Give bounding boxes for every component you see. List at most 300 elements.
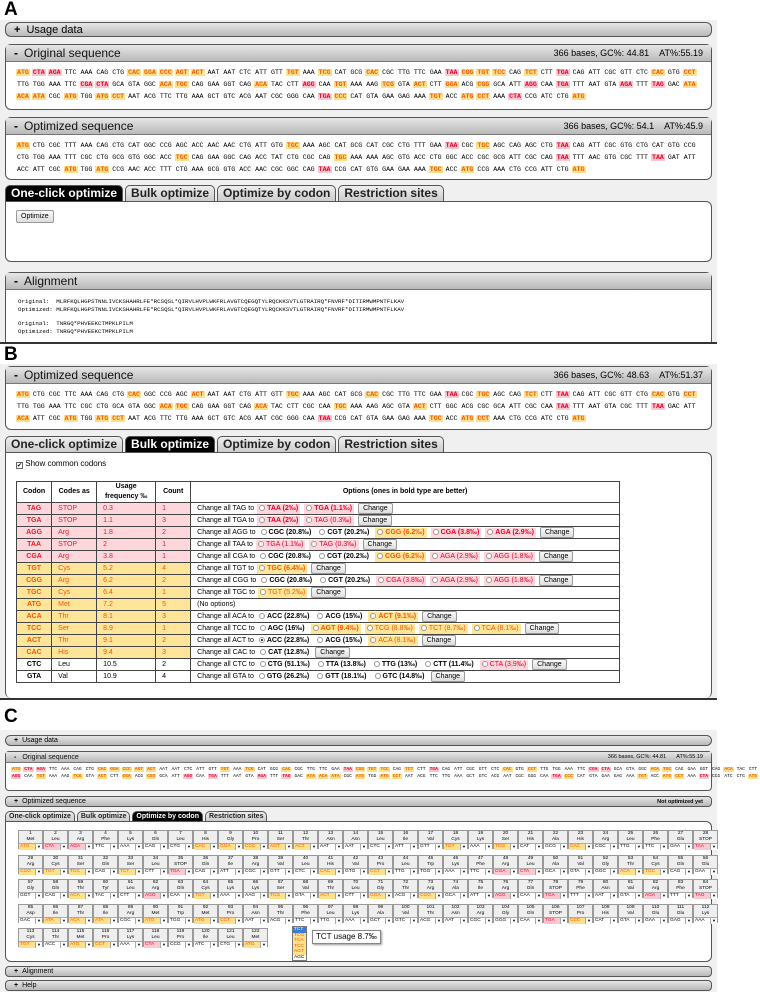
codon-option-radio[interactable]: [257, 612, 311, 622]
chevron-down-icon[interactable]: ▼: [485, 844, 492, 850]
chevron-down-icon[interactable]: ▼: [135, 918, 142, 924]
codon-option-radio[interactable]: [258, 552, 313, 562]
dropdown-option[interactable]: TCC: [293, 944, 306, 950]
codon-select[interactable]: [519, 868, 542, 875]
chevron-down-icon[interactable]: ▼: [585, 918, 592, 924]
radio-icon[interactable]: [260, 625, 266, 631]
codon-select[interactable]: [144, 868, 167, 875]
codon-select[interactable]: [694, 868, 717, 875]
change-button[interactable]: Change: [315, 647, 350, 658]
chevron-down-icon[interactable]: ▼: [385, 869, 392, 875]
radio-icon[interactable]: [261, 529, 267, 535]
radio-icon[interactable]: [259, 613, 265, 619]
chevron-down-icon[interactable]: ▼: [710, 918, 717, 924]
codon-select[interactable]: [369, 868, 392, 875]
chevron-down-icon[interactable]: ▼: [635, 893, 642, 899]
codon-select[interactable]: [569, 868, 592, 875]
chevron-down-icon[interactable]: ▼: [310, 893, 317, 899]
codon-option-radio[interactable]: [304, 504, 354, 514]
chevron-down-icon[interactable]: ▼: [260, 918, 267, 924]
chevron-down-icon[interactable]: ▼: [135, 942, 142, 948]
chevron-down-icon[interactable]: ▼: [535, 918, 542, 924]
chevron-down-icon[interactable]: ▼: [85, 893, 92, 899]
chevron-down-icon[interactable]: ▼: [60, 844, 67, 850]
codon-select[interactable]: [619, 868, 642, 875]
chevron-down-icon[interactable]: ▼: [410, 869, 417, 875]
chevron-down-icon[interactable]: ▼: [435, 918, 442, 924]
radio-icon[interactable]: [313, 625, 319, 631]
radio-icon[interactable]: [370, 637, 376, 643]
codon-select[interactable]: [619, 843, 642, 850]
codon-select[interactable]: [469, 868, 492, 875]
codon-option-radio[interactable]: [318, 576, 372, 586]
radio-icon[interactable]: [259, 517, 265, 523]
chevron-down-icon[interactable]: ▼: [560, 844, 567, 850]
chevron-down-icon[interactable]: ▼: [610, 844, 617, 850]
codon-select[interactable]: [419, 843, 442, 850]
codon-select[interactable]: [69, 892, 92, 899]
codon-select[interactable]: [544, 868, 567, 875]
chevron-down-icon[interactable]: ▼: [185, 942, 192, 948]
codon-select[interactable]: [294, 843, 317, 850]
codon-select[interactable]: [219, 892, 242, 899]
radio-icon[interactable]: [311, 541, 317, 547]
codon-select[interactable]: [94, 892, 117, 899]
chevron-down-icon[interactable]: ▼: [485, 869, 492, 875]
tab-bulk-optimize[interactable]: Bulk optimize: [125, 185, 215, 201]
chevron-down-icon[interactable]: ▼: [585, 893, 592, 899]
chevron-down-icon[interactable]: ▼: [510, 918, 517, 924]
codon-option-radio[interactable]: [431, 528, 482, 538]
codon-select[interactable]: [44, 941, 67, 948]
codon-select[interactable]: [319, 843, 342, 850]
codon-select[interactable]: [544, 892, 567, 899]
radio-icon[interactable]: [259, 673, 265, 679]
chevron-down-icon[interactable]: ▼: [335, 869, 342, 875]
chevron-down-icon[interactable]: ▼: [35, 942, 42, 948]
codon-select[interactable]: [494, 843, 517, 850]
radio-icon[interactable]: [377, 553, 383, 559]
radio-icon[interactable]: [320, 577, 326, 583]
chevron-down-icon[interactable]: ▼: [435, 893, 442, 899]
codon-select[interactable]: [344, 917, 367, 924]
radio-icon[interactable]: [261, 577, 267, 583]
chevron-down-icon[interactable]: ▼: [35, 844, 42, 850]
codon-select[interactable]: [469, 892, 492, 899]
chevron-down-icon[interactable]: ▼: [660, 893, 667, 899]
chevron-down-icon[interactable]: ▼: [160, 869, 167, 875]
codon-option-radio[interactable]: [480, 660, 528, 670]
codon-select[interactable]: [194, 941, 217, 948]
chevron-down-icon[interactable]: ▼: [235, 918, 242, 924]
chevron-down-icon[interactable]: ▼: [535, 893, 542, 899]
alignment-header[interactable]: [5, 966, 712, 977]
codon-option-radio[interactable]: [317, 552, 371, 562]
codon-option-radio[interactable]: [365, 624, 415, 634]
chevron-down-icon[interactable]: ▼: [110, 893, 117, 899]
chevron-down-icon[interactable]: ▼: [60, 869, 67, 875]
codon-option-radio[interactable]: [257, 636, 311, 646]
codon-select[interactable]: [569, 917, 592, 924]
chevron-down-icon[interactable]: ▼: [385, 893, 392, 899]
chevron-down-icon[interactable]: ▼: [260, 869, 267, 875]
codon-select[interactable]: [44, 892, 67, 899]
codon-option-radio[interactable]: [256, 540, 305, 550]
tab-one-click-optimize[interactable]: One-click optimize: [5, 811, 75, 821]
chevron-down-icon[interactable]: ▼: [535, 844, 542, 850]
codon-select[interactable]: [219, 868, 242, 875]
chevron-down-icon[interactable]: ▼: [610, 893, 617, 899]
tab-bulk-optimize[interactable]: Bulk optimize: [125, 436, 215, 452]
codon-select[interactable]: [644, 868, 667, 875]
chevron-down-icon[interactable]: ▼: [35, 869, 42, 875]
change-button[interactable]: Change: [532, 659, 567, 670]
chevron-down-icon[interactable]: ▼: [60, 918, 67, 924]
chevron-down-icon[interactable]: ▼: [35, 893, 42, 899]
chevron-down-icon[interactable]: ▼: [635, 869, 642, 875]
codon-select[interactable]: [244, 941, 267, 948]
chevron-down-icon[interactable]: ▼: [710, 893, 717, 899]
chevron-down-icon[interactable]: ▼: [410, 893, 417, 899]
radio-icon[interactable]: [259, 565, 265, 571]
codon-select[interactable]: [644, 892, 667, 899]
codon-select[interactable]: [44, 868, 67, 875]
codon-select[interactable]: [444, 917, 467, 924]
codon-select[interactable]: [519, 892, 542, 899]
chevron-down-icon[interactable]: ▼: [685, 893, 692, 899]
codon-option-radio[interactable]: [258, 588, 307, 598]
codon-select[interactable]: [244, 868, 267, 875]
radio-icon[interactable]: [432, 553, 438, 559]
chevron-down-icon[interactable]: ▼: [710, 844, 717, 850]
chevron-down-icon[interactable]: ▼: [360, 844, 367, 850]
codon-select[interactable]: [444, 892, 467, 899]
codon-option-radio[interactable]: [423, 660, 475, 670]
codon-select[interactable]: [269, 868, 292, 875]
codon-select[interactable]: [244, 917, 267, 924]
radio-icon[interactable]: [317, 613, 323, 619]
codon-option-radio[interactable]: [375, 528, 426, 538]
codon-select[interactable]: [644, 917, 667, 924]
chevron-down-icon[interactable]: ▼: [685, 844, 692, 850]
codon-option-radio[interactable]: [484, 552, 535, 562]
chevron-down-icon[interactable]: ▼: [235, 942, 242, 948]
radio-icon[interactable]: [260, 661, 266, 667]
chevron-down-icon[interactable]: ▼: [260, 942, 267, 948]
chevron-down-icon[interactable]: ▼: [135, 893, 142, 899]
codon-option-radio[interactable]: [315, 672, 368, 682]
codon-select[interactable]: [494, 917, 517, 924]
chevron-down-icon[interactable]: ▼: [210, 844, 217, 850]
radio-icon[interactable]: [432, 577, 438, 583]
codon-option-radio[interactable]: [259, 576, 314, 586]
change-button[interactable]: Change: [422, 635, 457, 646]
codon-select[interactable]: [194, 868, 217, 875]
radio-icon[interactable]: [486, 577, 492, 583]
change-button[interactable]: Change: [431, 671, 466, 682]
codon-option-radio[interactable]: [315, 612, 364, 622]
codon-select[interactable]: [644, 843, 667, 850]
chevron-down-icon[interactable]: ▼: [85, 918, 92, 924]
radio-icon[interactable]: [377, 529, 383, 535]
codon-option-radio[interactable]: [419, 624, 468, 634]
radio-icon[interactable]: [482, 661, 488, 667]
chevron-down-icon[interactable]: ▼: [710, 869, 717, 875]
codon-select[interactable]: [44, 843, 67, 850]
codon-option-radio[interactable]: [372, 660, 419, 670]
codon-select[interactable]: [419, 868, 442, 875]
codon-option-radio[interactable]: [430, 552, 480, 562]
radio-icon[interactable]: [319, 529, 325, 535]
codon-select[interactable]: [169, 868, 192, 875]
chevron-down-icon[interactable]: ▼: [460, 918, 467, 924]
codon-select[interactable]: [594, 892, 617, 899]
show-common-codons[interactable]: [16, 459, 711, 469]
codon-select[interactable]: [319, 917, 342, 924]
codon-option-radio[interactable]: [368, 612, 418, 622]
codon-select[interactable]: [244, 843, 267, 850]
codon-select[interactable]: [269, 892, 292, 899]
radio-icon[interactable]: [306, 517, 312, 523]
codon-option-radio[interactable]: [309, 540, 358, 550]
codon-select[interactable]: [569, 843, 592, 850]
codon-select[interactable]: [669, 868, 692, 875]
dropdown-option[interactable]: TCA: [293, 938, 306, 944]
codon-select[interactable]: [119, 917, 142, 924]
radio-icon[interactable]: [317, 637, 323, 643]
codon-select[interactable]: [169, 843, 192, 850]
codon-select[interactable]: [119, 892, 142, 899]
change-button[interactable]: Change: [363, 539, 398, 550]
codon-select[interactable]: [669, 917, 692, 924]
chevron-down-icon[interactable]: ▼: [285, 918, 292, 924]
tab-optimize-by-codon[interactable]: Optimize by codon: [217, 436, 336, 452]
radio-icon[interactable]: [433, 529, 439, 535]
codon-select[interactable]: [444, 868, 467, 875]
chevron-down-icon[interactable]: ▼: [210, 893, 217, 899]
codon-select[interactable]: [94, 843, 117, 850]
radio-icon[interactable]: [425, 661, 431, 667]
codon-select[interactable]: [344, 843, 367, 850]
codon-select[interactable]: [669, 892, 692, 899]
radio-icon[interactable]: [487, 529, 493, 535]
change-button[interactable]: Change: [311, 587, 346, 598]
codon-select[interactable]: [494, 892, 517, 899]
dropdown-option[interactable]: AGC: [294, 954, 305, 960]
chevron-down-icon[interactable]: ▼: [210, 869, 217, 875]
chevron-down-icon[interactable]: ▼: [360, 918, 367, 924]
chevron-down-icon[interactable]: ▼: [585, 869, 592, 875]
chevron-down-icon[interactable]: ▼: [460, 869, 467, 875]
tab-restriction-sites[interactable]: Restriction sites: [338, 436, 443, 452]
codon-select[interactable]: [669, 843, 692, 850]
codon-option-radio[interactable]: [315, 636, 364, 646]
change-button[interactable]: Change: [358, 503, 393, 514]
chevron-down-icon[interactable]: ▼: [160, 893, 167, 899]
tab-one-click-optimize[interactable]: One-click optimize: [5, 185, 123, 201]
codon-select[interactable]: [394, 892, 417, 899]
chevron-down-icon[interactable]: ▼: [660, 869, 667, 875]
chevron-down-icon[interactable]: ▼: [685, 869, 692, 875]
codon-select[interactable]: [19, 941, 42, 948]
codon-select[interactable]: [219, 917, 242, 924]
chevron-down-icon[interactable]: ▼: [485, 918, 492, 924]
chevron-down-icon[interactable]: ▼: [360, 869, 367, 875]
codon-select[interactable]: [169, 917, 192, 924]
chevron-down-icon[interactable]: ▼: [510, 844, 517, 850]
radio-icon[interactable]: [375, 673, 381, 679]
radio-icon[interactable]: [259, 637, 265, 643]
tab-one-click-optimize[interactable]: One-click optimize: [5, 436, 123, 452]
codon-select[interactable]: [469, 917, 492, 924]
codon-select[interactable]: [619, 892, 642, 899]
codon-option-radio[interactable]: [258, 660, 312, 670]
chevron-down-icon[interactable]: ▼: [110, 918, 117, 924]
chevron-down-icon[interactable]: ▼: [185, 844, 192, 850]
codon-select[interactable]: [94, 941, 117, 948]
codon-select[interactable]: [419, 917, 442, 924]
chevron-down-icon[interactable]: ▼: [510, 893, 517, 899]
change-button[interactable]: Change: [358, 515, 393, 526]
chevron-down-icon[interactable]: ▼: [335, 844, 342, 850]
codon-select[interactable]: [144, 917, 167, 924]
codon-select[interactable]: [244, 892, 267, 899]
chevron-down-icon[interactable]: ▼: [135, 844, 142, 850]
codon-option-radio[interactable]: [316, 660, 368, 670]
codon-select[interactable]: [144, 941, 167, 948]
change-button[interactable]: Change: [311, 563, 346, 574]
chevron-down-icon[interactable]: ▼: [85, 844, 92, 850]
codon-select[interactable]: [544, 843, 567, 850]
radio-icon[interactable]: [474, 625, 480, 631]
codon-select[interactable]: [269, 843, 292, 850]
chevron-down-icon[interactable]: ▼: [510, 869, 517, 875]
chevron-down-icon[interactable]: ▼: [435, 869, 442, 875]
chevron-down-icon[interactable]: ▼: [210, 942, 217, 948]
codon-select[interactable]: [119, 843, 142, 850]
chevron-down-icon[interactable]: ▼: [35, 918, 42, 924]
checkbox-checked-icon[interactable]: ✔: [17, 463, 23, 469]
codon-select[interactable]: [19, 892, 42, 899]
codon-select[interactable]: [394, 868, 417, 875]
codon-select[interactable]: [294, 868, 317, 875]
chevron-down-icon[interactable]: ▼: [310, 918, 317, 924]
chevron-down-icon[interactable]: ▼: [460, 893, 467, 899]
codon-option-radio[interactable]: [430, 576, 480, 586]
codon-select[interactable]: [19, 868, 42, 875]
radio-icon[interactable]: [306, 505, 312, 511]
chevron-down-icon[interactable]: ▼: [685, 918, 692, 924]
codon-select[interactable]: [119, 868, 142, 875]
chevron-down-icon[interactable]: ▼: [410, 918, 417, 924]
change-button[interactable]: Change: [540, 527, 575, 538]
codon-select[interactable]: [319, 892, 342, 899]
usage-data-header[interactable]: [5, 22, 712, 37]
codon-option-radio[interactable]: [485, 528, 536, 538]
codon-option-radio[interactable]: [373, 672, 427, 682]
change-button[interactable]: Change: [422, 611, 457, 622]
chevron-down-icon[interactable]: ▼: [635, 844, 642, 850]
codon-select[interactable]: [569, 892, 592, 899]
optimized-sequence-header[interactable]: [5, 796, 712, 807]
codon-select[interactable]: [369, 892, 392, 899]
codon-select[interactable]: [419, 892, 442, 899]
dropdown-option[interactable]: TCT: [293, 927, 306, 933]
codon-select[interactable]: [219, 843, 242, 850]
dropdown-option[interactable]: TCG: [294, 932, 305, 938]
codon-select[interactable]: [469, 843, 492, 850]
chevron-down-icon[interactable]: ▼: [560, 869, 567, 875]
change-button[interactable]: Change: [525, 623, 560, 634]
chevron-down-icon[interactable]: ▼: [235, 869, 242, 875]
codon-select[interactable]: [219, 941, 242, 948]
codon-option-radio[interactable]: [304, 516, 353, 526]
codon-select[interactable]: [294, 892, 317, 899]
codon-option-radio[interactable]: [258, 648, 311, 658]
chevron-down-icon[interactable]: ▼: [185, 893, 192, 899]
codon-select[interactable]: [319, 868, 342, 875]
chevron-down-icon[interactable]: ▼: [335, 893, 342, 899]
radio-icon[interactable]: [260, 553, 266, 559]
chevron-down-icon[interactable]: ▼: [635, 918, 642, 924]
codon-select[interactable]: [94, 917, 117, 924]
chevron-down-icon[interactable]: ▼: [360, 893, 367, 899]
tab-bulk-optimize[interactable]: Bulk optimize: [77, 811, 131, 821]
codon-select[interactable]: [269, 917, 292, 924]
radio-icon[interactable]: [367, 625, 373, 631]
chevron-down-icon[interactable]: ▼: [310, 869, 317, 875]
chevron-down-icon[interactable]: ▼: [285, 869, 292, 875]
codon-dropdown-list[interactable]: [292, 926, 307, 961]
chevron-down-icon[interactable]: ▼: [110, 869, 117, 875]
codon-select[interactable]: [194, 843, 217, 850]
radio-icon[interactable]: [486, 553, 492, 559]
codon-option-radio[interactable]: [257, 516, 300, 526]
chevron-down-icon[interactable]: ▼: [660, 844, 667, 850]
chevron-down-icon[interactable]: ▼: [160, 942, 167, 948]
codon-option-radio[interactable]: [376, 576, 426, 586]
radio-icon[interactable]: [374, 661, 380, 667]
codon-option-radio[interactable]: [368, 636, 417, 646]
codon-select[interactable]: [119, 941, 142, 948]
codon-select[interactable]: [594, 868, 617, 875]
chevron-down-icon[interactable]: ▼: [160, 844, 167, 850]
codon-select[interactable]: [44, 917, 67, 924]
codon-option-radio[interactable]: [484, 576, 535, 586]
original-sequence-header[interactable]: [6, 45, 711, 62]
codon-select[interactable]: [194, 892, 217, 899]
codon-select[interactable]: [94, 868, 117, 875]
codon-select[interactable]: [69, 868, 92, 875]
radio-icon[interactable]: [260, 649, 266, 655]
chevron-down-icon[interactable]: ▼: [435, 844, 442, 850]
chevron-down-icon[interactable]: ▼: [110, 844, 117, 850]
codon-select[interactable]: [494, 868, 517, 875]
chevron-down-icon[interactable]: ▼: [335, 918, 342, 924]
chevron-down-icon[interactable]: ▼: [610, 918, 617, 924]
chevron-down-icon[interactable]: ▼: [660, 918, 667, 924]
codon-option-radio[interactable]: [258, 624, 307, 634]
chevron-down-icon[interactable]: ▼: [560, 893, 567, 899]
codon-select[interactable]: [594, 843, 617, 850]
optimized-sequence-header[interactable]: [6, 118, 711, 135]
chevron-down-icon[interactable]: ▼: [210, 918, 217, 924]
chevron-down-icon[interactable]: ▼: [310, 844, 317, 850]
chevron-down-icon[interactable]: ▼: [260, 893, 267, 899]
optimized-sequence-header[interactable]: [6, 367, 711, 384]
radio-icon[interactable]: [370, 613, 376, 619]
codon-option-radio[interactable]: [317, 528, 371, 538]
